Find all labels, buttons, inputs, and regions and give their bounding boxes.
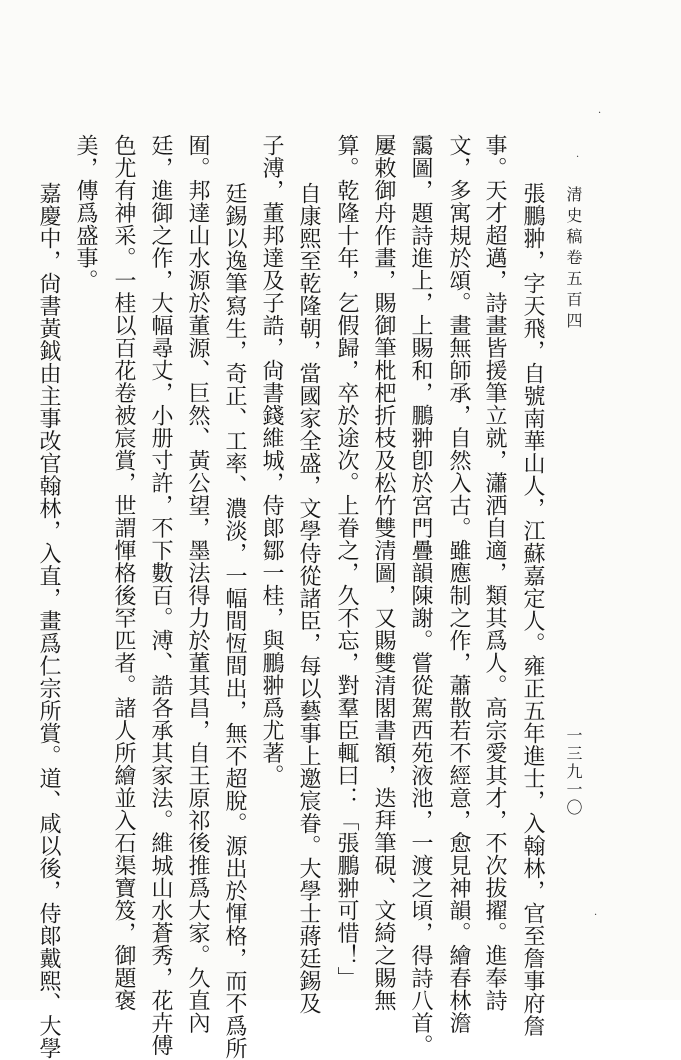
- running-title: 清史稿卷五百四: [564, 186, 583, 333]
- scan-speck: ·: [576, 152, 580, 163]
- scan-speck: ·: [598, 108, 602, 119]
- page-number: 一三九一〇: [564, 727, 583, 817]
- text-column: 囿。邦達山水源於董源、巨然、黃公望，墨法得力於董其昌，自王原祁後推爲大家。久直內: [185, 134, 210, 1034]
- text-column: 文，多寓規於頌。畫無師承，自然入古。雖應制之作，蕭散若不經意，愈見神韻。繪春林澹: [446, 134, 471, 1034]
- text-column: 算。乾隆十年，乞假歸，卒於途次。上眷之，久不忘，對羣臣輒曰：「張鵬翀可惜！」: [334, 134, 359, 989]
- text-column: 靄圖，題詩進上，上賜和，鵬翀卽於宮門疊韻陳謝。嘗從駕西苑液池，一渡之頃，得詩八首。: [408, 134, 433, 1057]
- text-column: 色尤有神采。一桂以百花卷被宸賞，世謂惲格後罕匹者。諸人所繪並入石渠寶笈，御題褒: [111, 134, 136, 1012]
- text-column: 張鵬翀，字天飛，自號南華山人，江蘇嘉定人。雍正五年進士，入翰林，官至詹事府詹: [520, 182, 545, 1037]
- text-column: 自康熙至乾隆朝，當國家全盛，文學侍從諸臣，每以藝事上邀宸眷。大學士蔣廷錫及: [296, 182, 321, 1015]
- text-column: 嘉慶中，尙書黃鉞由主事改官翰林，入直，畫爲仁宗所賞。道、咸以後，侍郞戴熙、大學: [36, 182, 61, 1060]
- text-column: 屢敕御舟作畫，賜御筆枇杷折枝及松竹雙清圖，又賜雙清閣書額，迭拜筆硯、文綺之賜無: [371, 134, 396, 1012]
- text-column: 美，傳爲盛事。: [73, 134, 98, 292]
- scan-speck: ·: [594, 910, 598, 921]
- text-column: 事。天才超邁，詩畫皆援筆立就，瀟洒自適，類其爲人。高宗愛其才，不次拔擢。進奉詩: [482, 134, 507, 1012]
- text-column: 子溥，董邦達及子誥，尙書錢維城，侍郞鄒一桂，與鵬翀爲尤著。: [259, 134, 284, 787]
- text-column: 廷錫以逸筆寫生，奇正、工率、濃淡，一幅間恆間出，無不超脫。源出於惲格，而不爲所: [222, 182, 247, 1060]
- text-column: 廷，進御之作，大幅尋丈，小册寸許，不下數百。溥、誥各承其家法。維城山水蒼秀，花卉傅: [148, 134, 173, 1057]
